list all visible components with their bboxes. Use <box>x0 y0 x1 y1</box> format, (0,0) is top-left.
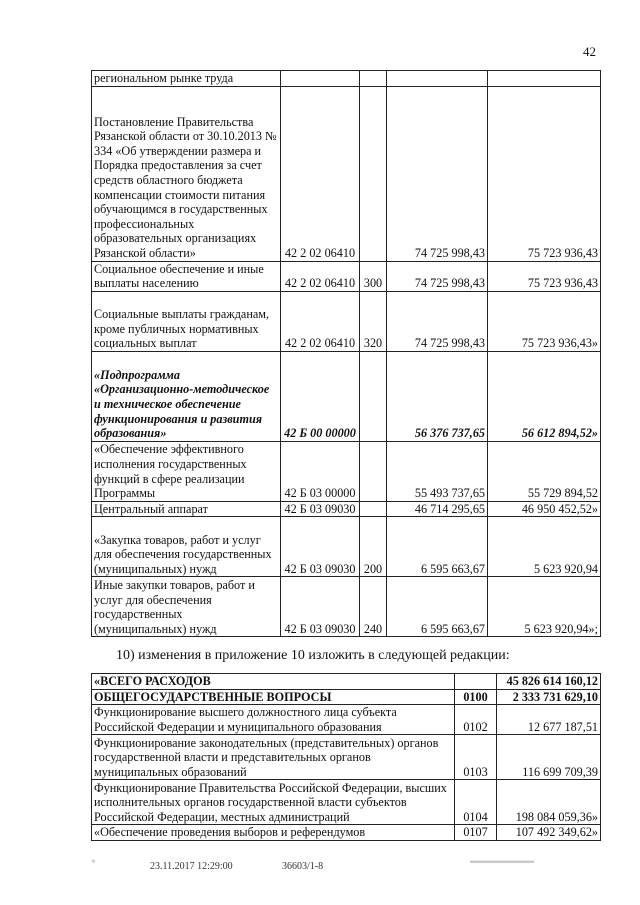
row-name: ОБЩЕГОСУДАРСТВЕННЫЕ ВОПРОСЫ <box>92 689 455 705</box>
row-sum-2019: 46 950 452,52» <box>488 501 601 517</box>
row-code: 42 Б 00 00000 <box>281 351 360 441</box>
row-code: 42 Б 03 09030 <box>281 577 360 637</box>
table-row <box>92 291 601 351</box>
table-row <box>92 501 601 517</box>
row-code: 42 Б 03 09030 <box>281 501 360 517</box>
row-name: Функционирование Правительства Российской Федерации, высших исполнительных органов государственной власти субъектов Российской Федерации, местных администраций <box>92 780 455 825</box>
row-vr <box>360 441 387 501</box>
table-row <box>92 441 601 501</box>
row-sum-2018: 74 725 998,43 <box>387 291 488 351</box>
row-sum-2018: 6 595 663,67 <box>387 517 488 577</box>
row-sum-2019: 5 623 920,94 <box>488 517 601 577</box>
table-row <box>92 71 601 87</box>
row-name: Функционирование законодательных (представительных) органов государственной власти и представительных органов муниципальных образований <box>92 735 455 780</box>
row-sum-2018: 46 714 295,65 <box>387 501 488 517</box>
row-name: Постановление Правительства Рязанской области от 30.10.2013 № 334 «Об утверждении размера и Порядка предоставления за счет средств областного бюджета компенсации стоимости питания обучающимся в государственных профессиональных образовательных организациях Рязанской области» <box>92 86 281 261</box>
row-name: «Подпрограмма «Организационно-методическое и техническое обеспечение функционирования и развития образования» <box>92 351 281 441</box>
row-sum: 2 333 731 629,10 <box>497 689 601 705</box>
row-name: «Обеспечение проведения выборов и референдумов <box>92 825 455 841</box>
footer-datetime: 23.11.2017 12:29:00 <box>150 861 233 872</box>
row-name: «Обеспечение эффективного исполнения государственных функций в сфере реализации Программы <box>92 441 281 501</box>
row-name: региональном рынке труда <box>92 71 281 87</box>
row-code <box>281 71 360 87</box>
table-row <box>92 735 601 780</box>
section-intro-text: 10) изменения в приложение 10 изложить в следующей редакции: <box>116 648 510 663</box>
table-row <box>92 261 601 291</box>
budget-table-sections <box>91 673 601 841</box>
table-row <box>92 351 601 441</box>
table-row <box>92 689 601 705</box>
row-sum-2018: 56 376 737,65 <box>387 351 488 441</box>
row-code: 42 2 02 06410 <box>281 86 360 261</box>
stamp-mark: ✦ <box>90 857 97 866</box>
row-sum: 198 084 059,36» <box>497 780 601 825</box>
row-sum-2019: 56 612 894,52» <box>488 351 601 441</box>
row-sum: 12 677 187,51 <box>497 705 601 735</box>
table-row <box>92 86 601 261</box>
row-sum-2018: 74 725 998,43 <box>387 86 488 261</box>
row-vr: 320 <box>360 291 387 351</box>
table-row <box>92 517 601 577</box>
row-code: 0103 <box>455 735 497 780</box>
footer-doc-number: 36603/1-8 <box>282 861 324 872</box>
row-sum: 45 826 614 160,12 <box>497 674 601 690</box>
row-code: 0100 <box>455 689 497 705</box>
row-sum-2019: 5 623 920,94»; <box>488 577 601 637</box>
row-code <box>455 674 497 690</box>
row-sum-2018 <box>387 71 488 87</box>
row-name: Социальные выплаты гражданам, кроме публичных нормативных социальных выплат <box>92 291 281 351</box>
table-row <box>92 674 601 690</box>
row-code: 0107 <box>455 825 497 841</box>
row-sum-2019: 75 723 936,43 <box>488 86 601 261</box>
row-name: «ВСЕГО РАСХОДОВ <box>92 674 455 690</box>
budget-table-program <box>91 70 601 637</box>
row-sum-2019: 55 729 894,52 <box>488 441 601 501</box>
row-vr <box>360 71 387 87</box>
row-sum-2019: 75 723 936,43» <box>488 291 601 351</box>
row-vr <box>360 501 387 517</box>
row-vr: 240 <box>360 577 387 637</box>
row-code: 42 2 02 06410 <box>281 261 360 291</box>
faint-stamp: ▬▬▬▬▬▬▬▬ <box>470 856 534 865</box>
row-name: Центральный аппарат <box>92 501 281 517</box>
row-name: Социальное обеспечение и иные выплаты населению <box>92 261 281 291</box>
row-name: «Закупка товаров, работ и услуг для обеспечения государственных (муниципальных) нужд <box>92 517 281 577</box>
row-name: Иные закупки товаров, работ и услуг для обеспечения государственных (муниципальных) нужд <box>92 577 281 637</box>
row-code: 42 2 02 06410 <box>281 291 360 351</box>
row-vr: 300 <box>360 261 387 291</box>
row-sum: 116 699 709,39 <box>497 735 601 780</box>
table-row <box>92 825 601 841</box>
row-code: 0104 <box>455 780 497 825</box>
table-row <box>92 780 601 825</box>
row-vr: 200 <box>360 517 387 577</box>
row-sum-2019 <box>488 71 601 87</box>
row-sum-2018: 55 493 737,65 <box>387 441 488 501</box>
row-code: 0102 <box>455 705 497 735</box>
table-row <box>92 705 601 735</box>
row-code: 42 Б 03 09030 <box>281 517 360 577</box>
page-number: 42 <box>583 44 596 59</box>
row-vr <box>360 351 387 441</box>
row-vr <box>360 86 387 261</box>
row-code: 42 Б 03 00000 <box>281 441 360 501</box>
row-sum-2018: 74 725 998,43 <box>387 261 488 291</box>
table-row <box>92 577 601 637</box>
row-sum-2018: 6 595 663,67 <box>387 577 488 637</box>
row-sum: 107 492 349,62» <box>497 825 601 841</box>
row-sum-2019: 75 723 936,43 <box>488 261 601 291</box>
row-name: Функционирование высшего должностного лица субъекта Российской Федерации и муниципального образования <box>92 705 455 735</box>
